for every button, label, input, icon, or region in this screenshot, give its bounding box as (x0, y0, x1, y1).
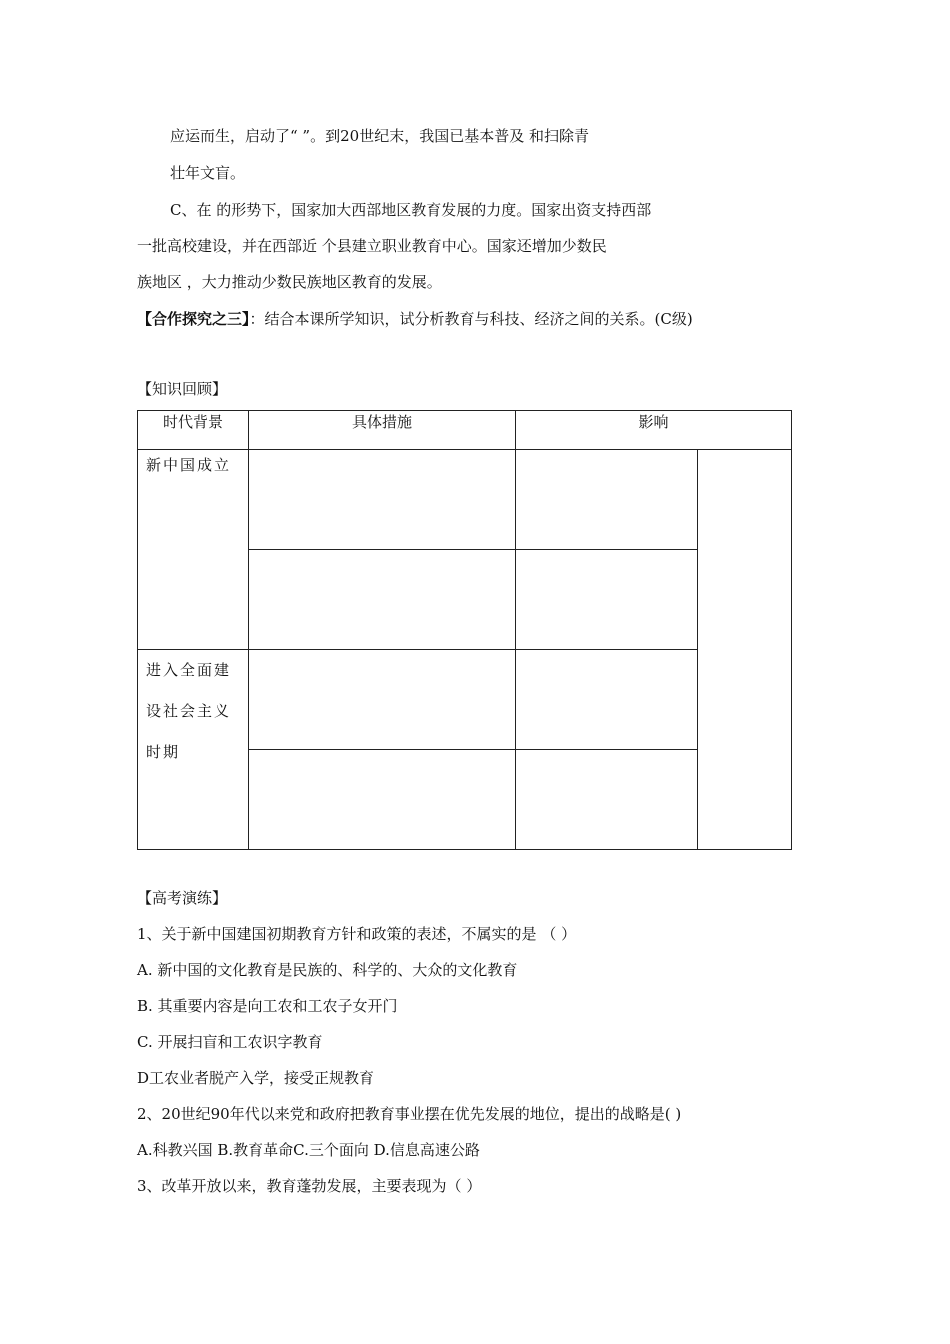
question-1-option-d: D工农业者脱产入学，接受正规教育 (137, 1069, 375, 1087)
question-2-options: A.科教兴国 B.教育革命C.三个面向 D.信息高速公路 (137, 1141, 480, 1159)
intro-line-4: 一批高校建设，并在西部近 个县建立职业教育中心。国家还增加少数民 (137, 237, 607, 255)
intro-line-3: C、在 的形势下，国家加大西部地区教育发展的力度。国家出资支持西部 (170, 201, 652, 219)
impact-cell[interactable] (516, 650, 698, 750)
table-row (138, 650, 792, 750)
intro-line-2: 壮年文盲。 (170, 164, 246, 182)
question-1-option-a: A. 新中国的文化教育是民族的、科学的、大众的文化教育 (137, 961, 518, 979)
question-1-option-b: B. 其重要内容是向工农和工农子女开门 (137, 997, 398, 1015)
measures-cell[interactable] (249, 650, 516, 750)
period-socialism-cell (138, 650, 249, 850)
cooperation-text: ：结合本课所学知识，试分析教育与科技、经济之间的关系。(C级) (249, 310, 693, 328)
impact-cell[interactable] (516, 750, 698, 850)
measures-cell[interactable] (249, 450, 516, 550)
header-era-background: 时代背景 (138, 411, 249, 450)
cooperation-exploration (137, 309, 693, 329)
measures-cell[interactable] (249, 750, 516, 850)
table-header-row (138, 411, 792, 450)
header-measures: 具体措施 (249, 411, 516, 450)
period-new-china: 新中国成立 (146, 456, 232, 474)
cooperation-label: 【合作探究之三】 (137, 310, 250, 328)
exam-heading: 【高考演练】 (137, 889, 228, 907)
question-1-option-c: C. 开展扫盲和工农识字教育 (137, 1033, 323, 1051)
question-1: 1、关于新中国建国初期教育方针和政策的表述，不属实的是 （ ） (137, 925, 577, 943)
impact-cell[interactable] (516, 450, 698, 550)
review-heading: 【知识回顾】 (137, 380, 228, 398)
impact-side-cell[interactable] (698, 450, 792, 850)
header-impact: 影响 (516, 411, 792, 450)
question-3: 3、改革开放以来，教育蓬勃发展，主要表现为（ ） (137, 1177, 482, 1195)
review-table (137, 410, 792, 850)
table-row (138, 450, 792, 550)
impact-cell[interactable] (516, 550, 698, 650)
intro-line-1: 应运而生，启动了“ ”。到20世纪末，我国已基本普及 和扫除青 (170, 127, 589, 145)
period-new-china-cell (138, 450, 249, 650)
question-2: 2、20世纪90年代以来党和政府把教育事业摆在优先发展的地位，提出的战略是( ) (137, 1105, 682, 1123)
intro-line-5: 族地区 ，大力推动少数民族地区教育的发展。 (137, 273, 442, 291)
period-socialism: 进入全面建设社会主义时期 (146, 661, 232, 761)
measures-cell[interactable] (249, 550, 516, 650)
